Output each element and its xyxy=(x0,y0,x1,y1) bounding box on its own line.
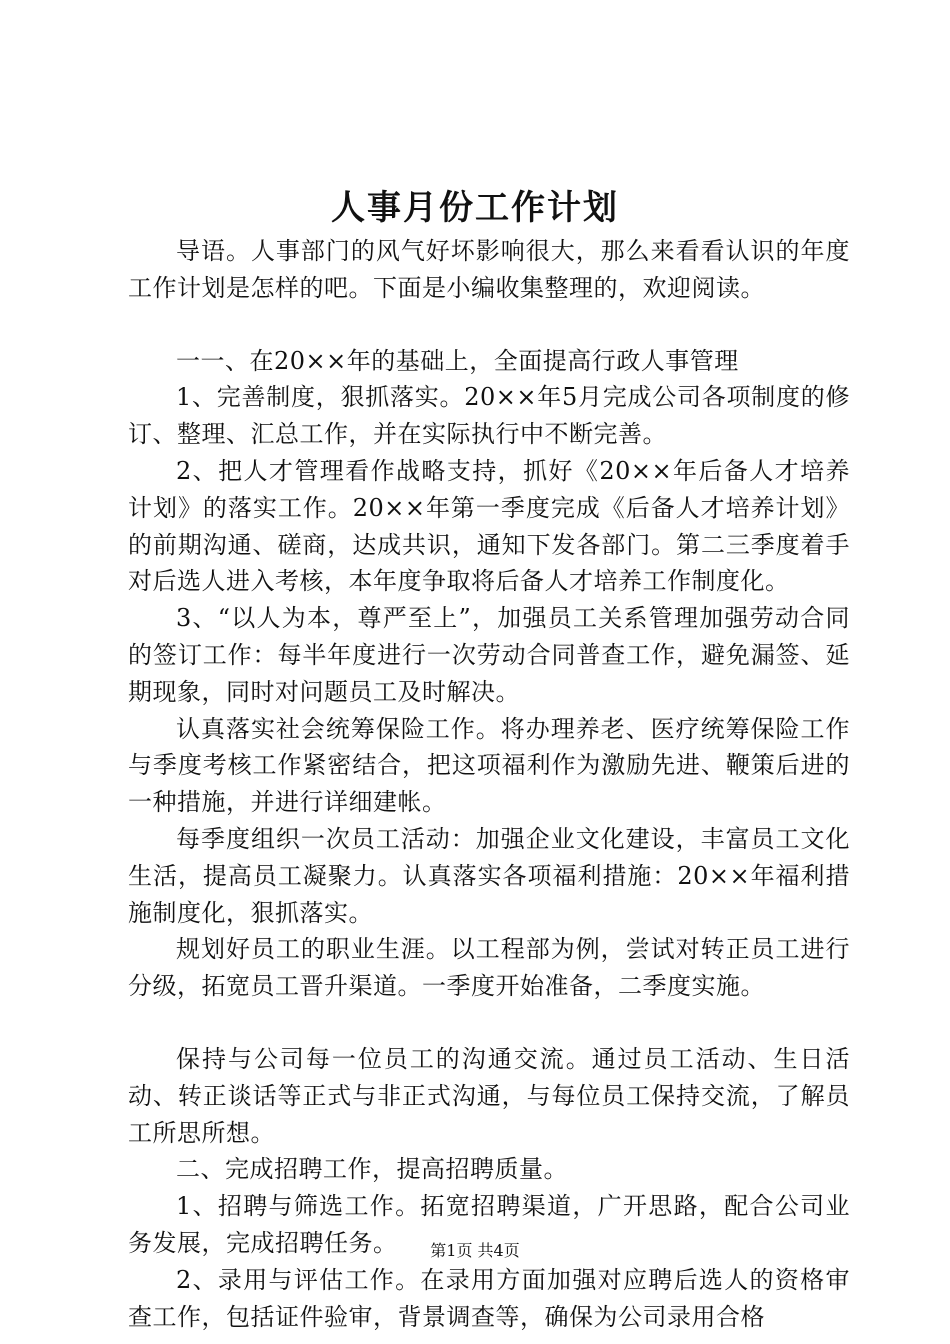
body-paragraph: 2、录用与评估工作。在录用方面加强对应聘后选人的资格审查工作，包括证件验审，背景调查等，确保为公司录用合格 xyxy=(128,1265,850,1331)
body-paragraph: 规划好员工的职业生涯。以工程部为例，尝试对转正员工进行分级，拓宽员工晋升渠道。一季度开始准备，二季度实施。 xyxy=(128,935,850,1001)
body-paragraph: 认真落实社会统筹保险工作。将办理养老、医疗统筹保险工作与季度考核工作紧密结合，把这项福利作为激励先进、鞭策后进的一种措施，并进行详细建帐。 xyxy=(128,714,850,817)
document-body xyxy=(128,233,850,1335)
body-paragraph: 3、“以人为本，尊严至上”，加强员工关系管理加强劳动合同的签订工作：每半年度进行一次劳动合同普查工作，避免漏签、延期现象，同时对问题员工及时解决。 xyxy=(128,604,850,706)
section-heading-2: 二、完成招聘工作，提高招聘质量。 xyxy=(176,1155,568,1184)
body-paragraph: 1、招聘与筛选工作。拓宽招聘渠道，广开思路，配合公司业务发展，完成招聘任务。 xyxy=(128,1192,850,1257)
body-paragraph: 每季度组织一次员工活动：加强企业文化建设，丰富员工文化生活，提高员工凝聚力。认真落实各项福利措施：20××年福利措施制度化，狠抓落实。 xyxy=(128,824,850,927)
intro-paragraph: 导语。人事部门的风气好坏影响很大，那么来看看认识的年度工作计划是怎样的吧。下面是小编收集整理的，欢迎阅读。 xyxy=(128,237,850,302)
body-paragraph: 2、把人才管理看作战略支持，抓好《20××年后备人才培养计划》的落实工作。20××年第一季度完成《后备人才培养计划》的前期沟通、磋商，达成共识，通知下发各部门。第二三季度着手对后选人进入考核，本年度争取将后备人才培养工作制度化。 xyxy=(128,456,850,596)
body-paragraph: 1、完善制度，狠抓落实。20××年5月完成公司各项制度的修订、整理、汇总工作，并在实际执行中不断完善。 xyxy=(128,383,850,449)
document-title: 人事月份工作计划 xyxy=(331,188,619,228)
page-number-footer: 第1页 共4页 xyxy=(430,1241,520,1260)
section-heading-1: 一一、在20××年的基础上，全面提高行政人事管理 xyxy=(176,346,739,375)
body-paragraph: 保持与公司每一位员工的沟通交流。通过员工活动、生日活动、转正谈话等正式与非正式沟通，与每位员工保持交流，了解员工所思所想。 xyxy=(128,1044,850,1147)
